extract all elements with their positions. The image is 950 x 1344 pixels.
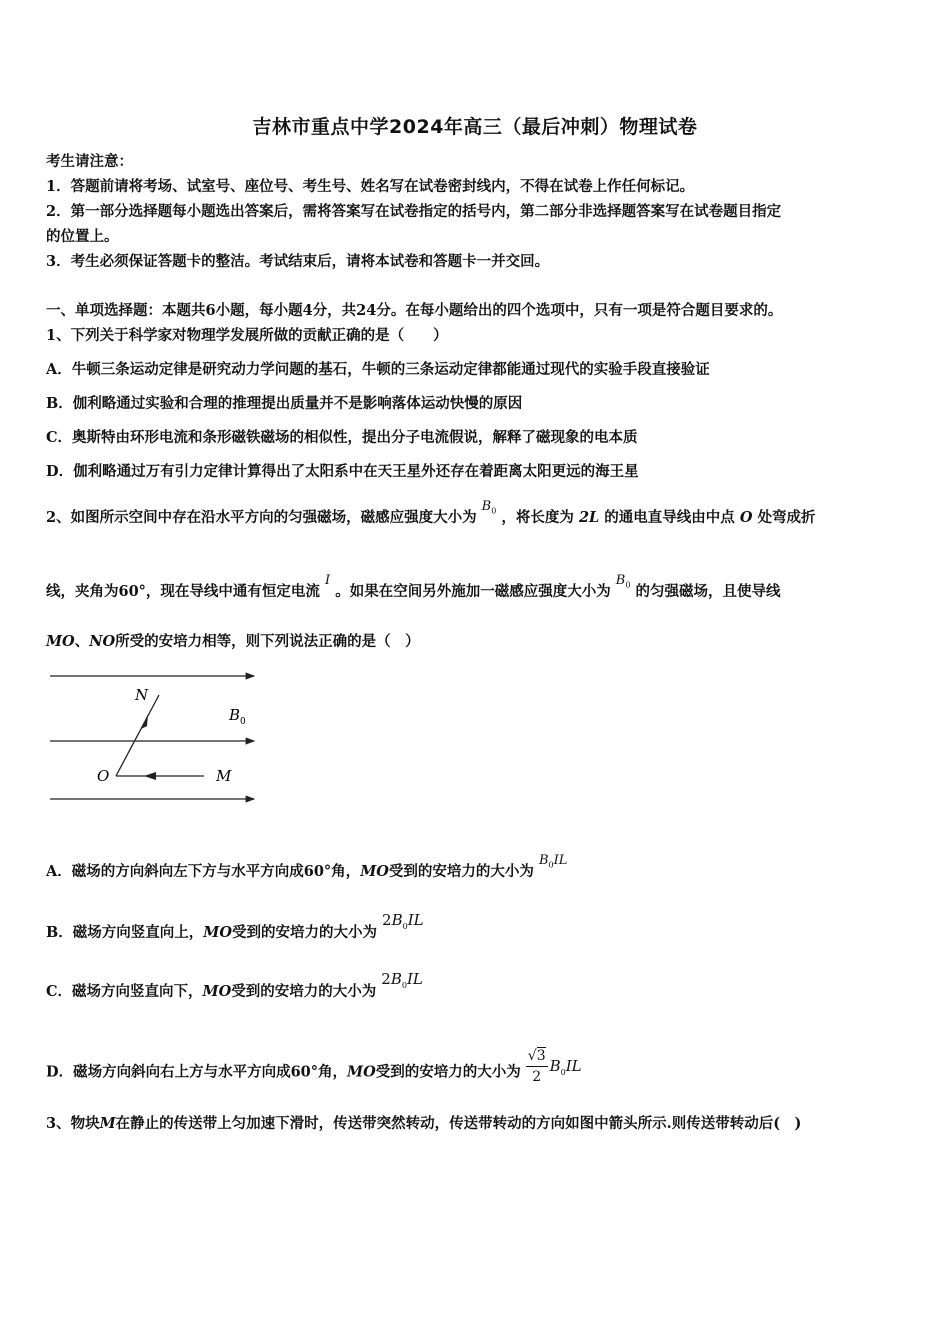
option-text: 受到的安培力的大小为 [231, 983, 377, 1000]
answer-fraction: $\frac{√3}{2}$ [527, 1048, 546, 1085]
q1-option-b[interactable]: B．伽利略通过实验和合理的推理提出质量并不是影响落体运动快慢的原因 [46, 395, 523, 412]
answer-2b0il: $2B_0IL$ [381, 970, 423, 990]
b0-symbol: $B_0$ [481, 499, 497, 516]
q2-stem-line3 [46, 632, 916, 652]
option-text: 受到的安培力的大小为 [231, 924, 377, 941]
notice-item-3: 3．考生必须保证答题卡的整洁。考试结束后，请将本试卷和答题卡一并交回。 [46, 253, 550, 270]
notice-item-2: 2．第一部分选择题每小题选出答案后，需将答案写在试卷指定的括号内，第二部分非选择题答案写在试卷题目指定 [46, 203, 782, 220]
q2-text: 、 [74, 633, 90, 650]
current-arrow-mo [144, 772, 156, 780]
option-text: B．磁场方向竖直向上， [46, 924, 204, 941]
option-text: A．磁场的方向斜向左下方与水平方向成60°角， [46, 863, 361, 880]
notice-heading: 考生请注意： [46, 153, 133, 170]
wire-mo: MO [347, 1063, 376, 1081]
label-o: O [97, 767, 110, 785]
current-symbol: I [325, 573, 331, 588]
answer-2b0il: $2B_0IL$ [382, 911, 424, 931]
q2-option-a[interactable] [46, 853, 916, 888]
b0-symbol: $B_0$ [615, 573, 631, 590]
q3-text: 在静止的传送带上匀加速下滑时，传送带突然转动，传送带转动的方向如图中箭头所示.则传送带转动后( ) [115, 1115, 802, 1132]
option-text: 受到的安培力的大小为 [375, 1063, 521, 1081]
current-arrow-no [141, 714, 148, 729]
q3-text: 3、物块 [46, 1115, 100, 1132]
wire-mo: MO [202, 983, 232, 1000]
q2-text: 的匀强磁场，且使导线 [635, 583, 781, 600]
wire-mo: MO [203, 924, 232, 941]
q2-stem-line1 [46, 499, 916, 534]
q3-stem [46, 1114, 916, 1134]
q2-text: 。如果在空间另外施加一磁感应强度大小为 [335, 583, 611, 600]
q2-text: 线，夹角为60°，现在导线中通有恒定电流 [46, 583, 320, 600]
q2-text: ，将长度为 [501, 509, 574, 526]
q2-text: 的通电直导线由中点 [604, 509, 735, 526]
q2-option-b[interactable] [46, 911, 916, 949]
wire-no-segment [116, 695, 159, 776]
q2-text: 处弯成折 [757, 509, 816, 526]
q2-point-o: O [739, 509, 753, 526]
option-text: D．磁场方向斜向右上方与水平方向成60°角， [46, 1063, 348, 1081]
wire-no: NO [89, 633, 116, 650]
label-m: M [216, 767, 232, 785]
q1-option-c[interactable]: C．奥斯特由环形电流和条形磁铁磁场的相似性，提出分子电流假说，解释了磁现象的电本质 [46, 429, 638, 446]
q2-stem-line2 [46, 573, 916, 608]
q2-length: 2L [578, 509, 600, 526]
answer-b0il: $B_0IL$ [549, 1056, 582, 1077]
q1-option-a[interactable]: A．牛顿三条运动定律是研究动力学问题的基石，牛顿的三条运动定律都能通过现代的实验手段直接验证 [46, 361, 710, 378]
q2-option-d[interactable] [46, 1048, 916, 1093]
option-text: 受到的安培力的大小为 [388, 863, 534, 880]
wire-mo: MO [46, 633, 75, 650]
label-n: N [135, 686, 149, 704]
q2-option-c[interactable] [46, 970, 916, 1008]
q1-stem: 1、下列关于科学家对物理学发展所做的贡献正确的是（ ） [46, 327, 448, 344]
notice-item-1: 1．答题前请将考场、试室号、座位号、考生号、姓名写在试卷密封线内，不得在试卷上作任何标记。 [46, 178, 695, 195]
option-text: C．磁场方向竖直向下， [46, 983, 203, 1000]
notice-item-2-cont: 的位置上。 [46, 228, 119, 245]
q2-text: 2、如图所示空间中存在沿水平方向的匀强磁场，磁感应强度大小为 [46, 509, 477, 526]
q1-option-d[interactable]: D．伽利略通过万有引力定律计算得出了太阳系中在天王星外还存在着距离太阳更远的海王星 [46, 463, 639, 480]
page-title: 吉林市重点中学2024年高三（最后冲刺）物理试卷 [252, 116, 698, 138]
section-header: 一、单项选择题：本题共6小题，每小题4分，共24分。在每小题给出的四个选项中，只有一项是符合题目要求的。 [46, 302, 783, 319]
answer-b0il: $B_0IL$ [538, 853, 568, 870]
wire-mo: MO [360, 863, 389, 880]
magnetic-field-figure [46, 668, 266, 808]
label-b0: $B_0$ [229, 706, 246, 727]
block-m: M [99, 1115, 116, 1132]
q2-text: 所受的安培力相等，则下列说法正确的是（ ） [115, 633, 420, 650]
